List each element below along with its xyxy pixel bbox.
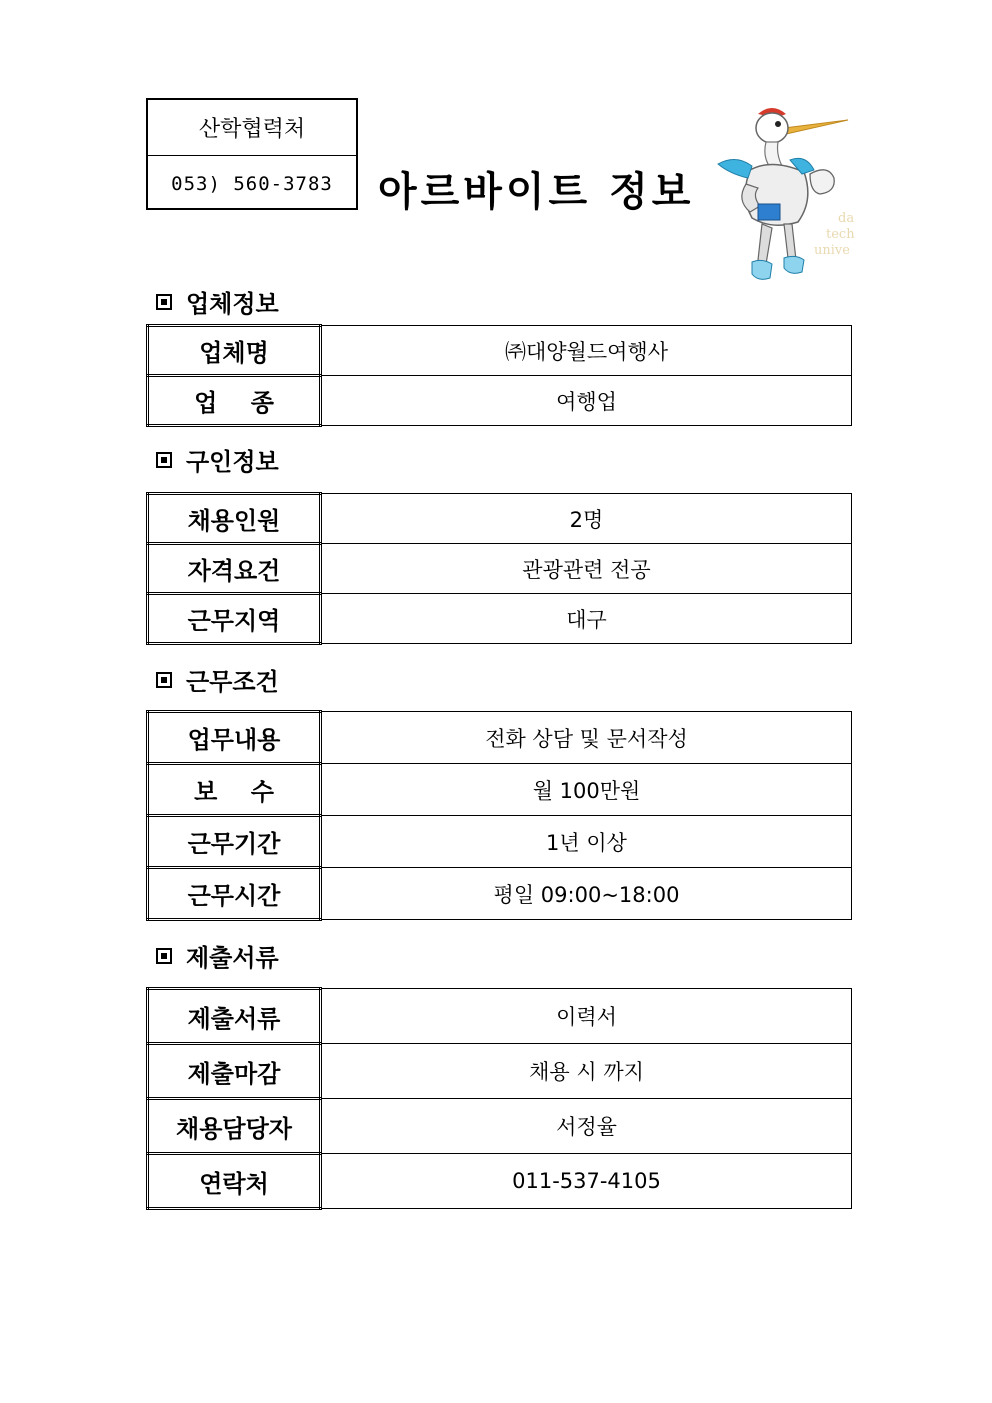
table-row bbox=[148, 544, 852, 594]
row-label: 업체명 bbox=[148, 326, 321, 376]
recruit-table bbox=[146, 492, 852, 645]
conditions-table bbox=[146, 710, 852, 921]
table-row bbox=[148, 816, 852, 868]
table-row bbox=[148, 494, 852, 544]
watermark-line-3: unive bbox=[814, 243, 850, 258]
row-label: 연락처 bbox=[148, 1154, 321, 1209]
section-conditions-title: 근무조건 bbox=[156, 662, 279, 697]
table-row bbox=[148, 764, 852, 816]
row-value: 서정율 bbox=[321, 1099, 852, 1154]
row-value: 011-537-4105 bbox=[321, 1154, 852, 1209]
section-company-title: 업체정보 bbox=[156, 284, 279, 319]
table-row bbox=[148, 989, 852, 1044]
table-row bbox=[148, 712, 852, 764]
table-row bbox=[148, 1154, 852, 1209]
watermark-line-1: da bbox=[838, 211, 855, 226]
row-label: 제출마감 bbox=[148, 1044, 321, 1099]
square-bullet-icon bbox=[156, 672, 172, 688]
row-value: 관광관련 전공 bbox=[321, 544, 852, 594]
page-title: 아르바이트 정보 bbox=[378, 169, 695, 215]
square-bullet-icon bbox=[156, 948, 172, 964]
row-label: 채용인원 bbox=[148, 494, 321, 544]
row-value: 월 100만원 bbox=[321, 764, 852, 816]
square-bullet-icon bbox=[156, 294, 172, 310]
row-value: 이력서 bbox=[321, 989, 852, 1044]
row-label: 보 수 bbox=[148, 764, 321, 816]
contact-box bbox=[146, 98, 358, 210]
row-value: ㈜대양월드여행사 bbox=[321, 326, 852, 376]
row-label: 근무시간 bbox=[148, 868, 321, 920]
section-documents-title: 제출서류 bbox=[156, 938, 279, 973]
square-bullet-icon bbox=[156, 452, 172, 468]
row-label: 채용담당자 bbox=[148, 1099, 321, 1154]
row-label: 근무지역 bbox=[148, 594, 321, 644]
row-label: 제출서류 bbox=[148, 989, 321, 1044]
row-value: 1년 이상 bbox=[321, 816, 852, 868]
row-value: 평일 09:00~18:00 bbox=[321, 868, 852, 920]
row-value: 채용 시 까지 bbox=[321, 1044, 852, 1099]
table-row bbox=[148, 594, 852, 644]
table-row bbox=[148, 376, 852, 426]
table-row bbox=[148, 1099, 852, 1154]
row-label: 업무내용 bbox=[148, 712, 321, 764]
crane-mascot-icon bbox=[706, 100, 856, 290]
row-label: 근무기간 bbox=[148, 816, 321, 868]
row-label: 자격요건 bbox=[148, 544, 321, 594]
contact-phone: 053) 560-3783 bbox=[171, 172, 333, 195]
table-row bbox=[148, 868, 852, 920]
row-value: 2명 bbox=[321, 494, 852, 544]
row-value: 전화 상담 및 문서작성 bbox=[321, 712, 852, 764]
documents-table bbox=[146, 987, 852, 1210]
table-row bbox=[148, 1044, 852, 1099]
company-table bbox=[146, 324, 852, 427]
section-recruit-title: 구인정보 bbox=[156, 442, 279, 477]
table-row bbox=[148, 326, 852, 376]
row-value: 대구 bbox=[321, 594, 852, 644]
contact-label: 산학협력처 bbox=[148, 100, 356, 156]
watermark-line-2: tech bbox=[826, 227, 855, 242]
row-value: 여행업 bbox=[321, 376, 852, 426]
row-label: 업 종 bbox=[148, 376, 321, 426]
